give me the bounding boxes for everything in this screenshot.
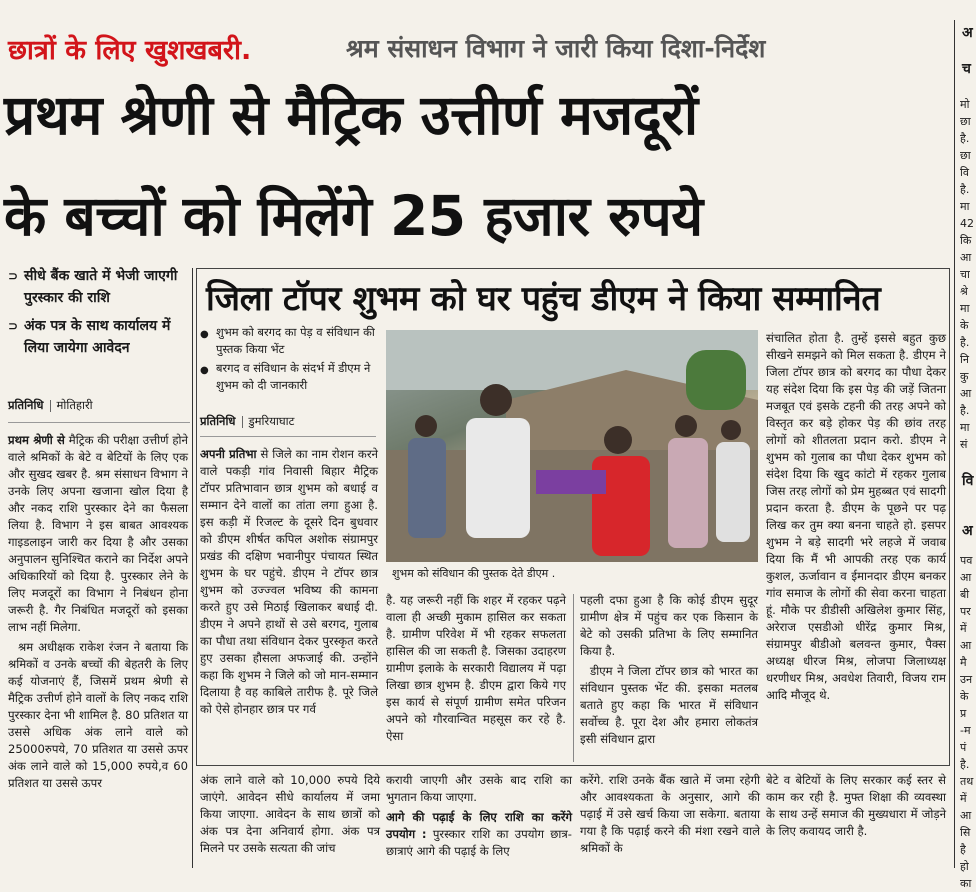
bullet-dot-icon: ● [200, 365, 209, 376]
left-bullets [8, 265, 188, 365]
story2-col2: है. यह जरूरी नहीं कि शहर में रहकर पढ़ने वाला ही अच्छी मुकाम हासिल कर सकता है. ग्रामीण परिवेश में भी रहकर सफलता हासिल की जा सकती है. जिसका उदाहरण ग्रामीण इलाके के सरकारी विद्यालय में पढ़ा लिखा छात्र शुभम है. डीएम द्वारा किये गए इस कार्य से संपूर्ण ग्रामीण समेत परिजन अपने को गौरवान्वित महसूस कर रहे है. ऐसा [386, 593, 566, 743]
story2-col1-text: से जिले का नाम रोशन करने वाले पकड़ी गांव निवासी बिहार मैट्रिक टॉपर प्रतिभावान छात्र शुभम को बधाई व सम्मान देने वालों का तांता लगा हुआ है. इस कड़ी में रिजल्ट के दूसरे दिन बुधवार को डीएम शीर्षत कपिल अशोक संग्रामपुर प्रखंड की दक्षिण भवानीपुर पंचायत स्थित शुभम के घर पहुंचे. डीएम ने टॉपर छात्र शुभम को उज्ज्वल भविष्य की कामना करते हुए उसे मिठाई खिलाकर बधाई दी. डीएम ने अपने हाथों से उसे बरगद, गुलाब का पौधा तथा संविधान देकर पुरस्कृत करते हुए उसका हौसला अफजाई की. उन्होंने कहा कि शुभम ने जिले को जो मान-सम्मान दिलाया है वह काबिले तारीफ है. पूरे जिले को ऐसे होनहार छात्र पर गर्व [200, 447, 378, 716]
right-strip-letter-1: अ [962, 25, 973, 41]
bottom-col1: अंक लाने वाले को 10,000 रुपये दिये जाएंगे. आवेदन सीधे कार्यालय में जमा किया जाएगा. आवेदन के साथ छात्रों को अंक पत्र देना अनिवार्य होगा. अंक पत्र मिलने पर उसके सत्यता की जांच [200, 773, 380, 855]
kicker-grey: श्रम संसाधन विभाग ने जारी किया दिशा-निर्देश [346, 34, 766, 63]
story2-col-divider [573, 594, 574, 762]
right-strip-letter-2: च [962, 61, 971, 77]
bullet-arrow-icon: ⊃ [8, 319, 19, 333]
right-strip-head-2: वि [962, 473, 974, 489]
bottom-subhead: आगे की पढ़ाई के लिए राशि का करेंगे उपयोग : [386, 810, 572, 841]
story2-headline: जिला टॉपर शुभम को घर पहुंच डीएम ने किया सम्मानित [206, 279, 881, 319]
story2-bullet-2: ● बरगद व संविधान के संदर्भ में डीएम ने शुभम को दी जानकारी [200, 361, 371, 392]
story2-col3: पहली दफा हुआ है कि कोई डीएम सुदूर ग्रामीण क्षेत्र में पहुंच कर एक किसान के बेटे को उसकी प्रतिभा के लिए सम्मानित किया है. डीएम ने जिला टॉपर छात्र को भारत का संविधान पुस्तक भेंट की. इसका मतलब बताते हुए कहा कि भारत में संविधान सर्वोच्च है. पूरा देश और हमारा लोकतंत्र इसी संविधान द्वारा [580, 593, 758, 746]
kicker-red: छात्रों के लिए खुशखबरी. [8, 35, 252, 66]
column-divider-right [954, 20, 955, 868]
story2-bullets [200, 324, 380, 396]
bottom-col4: बेटे व बेटियों के लिए सरकार कई स्तर से काम कर रही है. मुफ्त शिक्षा की व्यवस्था के साथ उन्हें समाज की मुख्यधारा में जोड़ने के लिए कवायद जारी है. [766, 773, 946, 838]
byline-place: डुमरियाघाट [248, 414, 295, 428]
left-body-lead: प्रथम श्रेणी से [8, 433, 65, 447]
photo-caption: शुभम को संविधान की पुस्तक देते डीएम . [392, 567, 556, 580]
left-body [8, 432, 188, 868]
left-byline [8, 398, 93, 413]
photo-illustration [386, 330, 758, 562]
byline-rule [200, 436, 376, 437]
bottom-col2: करायी जाएगी और उसके बाद राशि का भुगतान किया जाएगा. आगे की पढ़ाई के लिए राशि का करेंगे उपयोग : पुरस्कार राशि का उपयोग छात्र-छात्राएं आगे की पढ़ाई के लिए [386, 773, 572, 858]
byline-label: प्रतिनिधि [8, 398, 44, 412]
column-divider-left [192, 268, 193, 868]
left-bullet-2: ⊃ अंक पत्र के साथ कार्यालय में लिया जायेगा आवेदन [8, 315, 188, 359]
right-strip-text: मो छा है. छा वि है. मा 42 कि आ चा श्रे मा के है. नि कु आ है. मा सं [960, 98, 974, 451]
left-body-p2: श्रम अधीक्षक राकेश रंजन ने बताया कि श्रमिकों व उनके बच्चों की बेहतरी के लिए कई योजनाएं हैं, जिसमें प्रथम श्रेणी से मैट्रिक उत्तीर्ण होने वालों के लिए नकद राशि पुरस्कार देना भी शामिल है. 80 प्रतिशत या उससे अधिक अंक लाने वाले को 25000रुपये, 70 प्रतिशत या उससे ऊपर अंक लाने वाले को 15,000 रुपये,व 60 प्रतिशत या उससे ऊपर [8, 640, 188, 790]
story2-col1-lead: अपनी प्रतिभा [200, 447, 257, 461]
bullet-dot-icon: ● [200, 329, 209, 340]
left-bullet-1: ⊃ सीधे बैंक खाते में भेजी जाएगी पुरस्कार की राशि [8, 265, 188, 309]
story2-bullet-1: ● शुभम को बरगद का पेड़ व संविधान की पुस्तक किया भेंट [200, 325, 375, 356]
byline-label: प्रतिनिधि [200, 414, 236, 428]
headline-line1: प्रथम श्रेणी से मैट्रिक उत्तीर्ण मजदूरों [4, 83, 698, 147]
byline-place: मोतिहारी [56, 398, 93, 412]
story2-col1 [200, 446, 378, 764]
story2-col4: संचालित होता है. तुम्हें इससे बहुत कुछ सीखने समझने को मिल सकता है. डीएम ने जिला टॉपर छात्र को बरगद का पौधा देकर यह संदेश दिया कि इस पेड़ की जड़ें जितना मजबूत एवं इसके टहनी की तरह अपने को विस्तृत कर बड़े होकर पेड़ की छांव तरह लोगों को शीतलता प्रदान करो. डीएम ने शुभम को गुलाब का पौधा देकर शुभम को संदेश दिया कि खुद कांटो में रहकर गुलाब जिस तरह लोगों को प्रेम मुहब्बत एवं सादगी प्रदान करता है. डीएम के पूछने पर पढ़ लिख कर तुम क्या बनना चाहते हो. इसपर शुभम ने बड़े सादगी भरे लहजे में जवाब दिया कि मैं भी आपकी तरह एक कार्य कुशल, ऊर्जावान व ईमानदार डीएम बनकर गांव समाज के लोगों की सेवा करना चाहता हूं. मौके पर डीडीसी अखिलेश कुमार सिंह, अरेराज एसडीओ धीरेंद्र कुमार मिश्र, संग्रामपुर बीडीओ बलवन्त कुमार, पैक्स अध्यक्ष धीरज मिश्र, लोजपा जिलाध्यक्ष धरणीधर मिश्र, अवधेश तिवारी, विजय राम आदि मौजूद थे. [766, 331, 946, 702]
news-photo [386, 330, 758, 562]
right-strip-text-2: पव आ बी पर में आ मै उन के प्र -म पं है. तथ में आ सि है हो का [960, 554, 974, 890]
headline-line2: के बच्चों को मिलेंगे 25 हजार रुपये [4, 184, 703, 248]
bottom-col3: करेंगे. राशि उनके बैंक खाते में जमा रहेगी और आवश्यकता के अनुसार, आगे की पढ़ाई में उसे खर्च किया जा सकेगा. बताया गया है कि पढ़ाई करने की मंशा रखने वाले श्रमिकों के [580, 773, 760, 855]
right-strip-head-3: अ [962, 523, 973, 539]
left-body-p1: मैट्रिक की परीक्षा उत्तीर्ण होने वाले श्रमिकों के बेटे व बेटियों के लिए एक और सुखद खबर है. श्रम संसाधन विभाग ने उनके लिए अपना खजाना खोल दिया है और नकद राशि पुरस्कार देने का फैसला लिया है. विभाग ने इस बाबत आवश्यक गाइडलाइन जारी कर दिया है और उसका अनुपालन सुनिश्चित कराने का निर्देश अपने अधिकारियों को दिया है. पुरस्कार लेने के लिए मजदूरों का विभाग ने निबंधन होना जरूरी है. गैर निबंधित मजदूरों को इसका लाभ नहीं मिलेगा. [8, 433, 188, 634]
bullet-arrow-icon: ⊃ [8, 269, 19, 283]
byline-rule [8, 422, 190, 423]
story2-byline [200, 414, 294, 429]
